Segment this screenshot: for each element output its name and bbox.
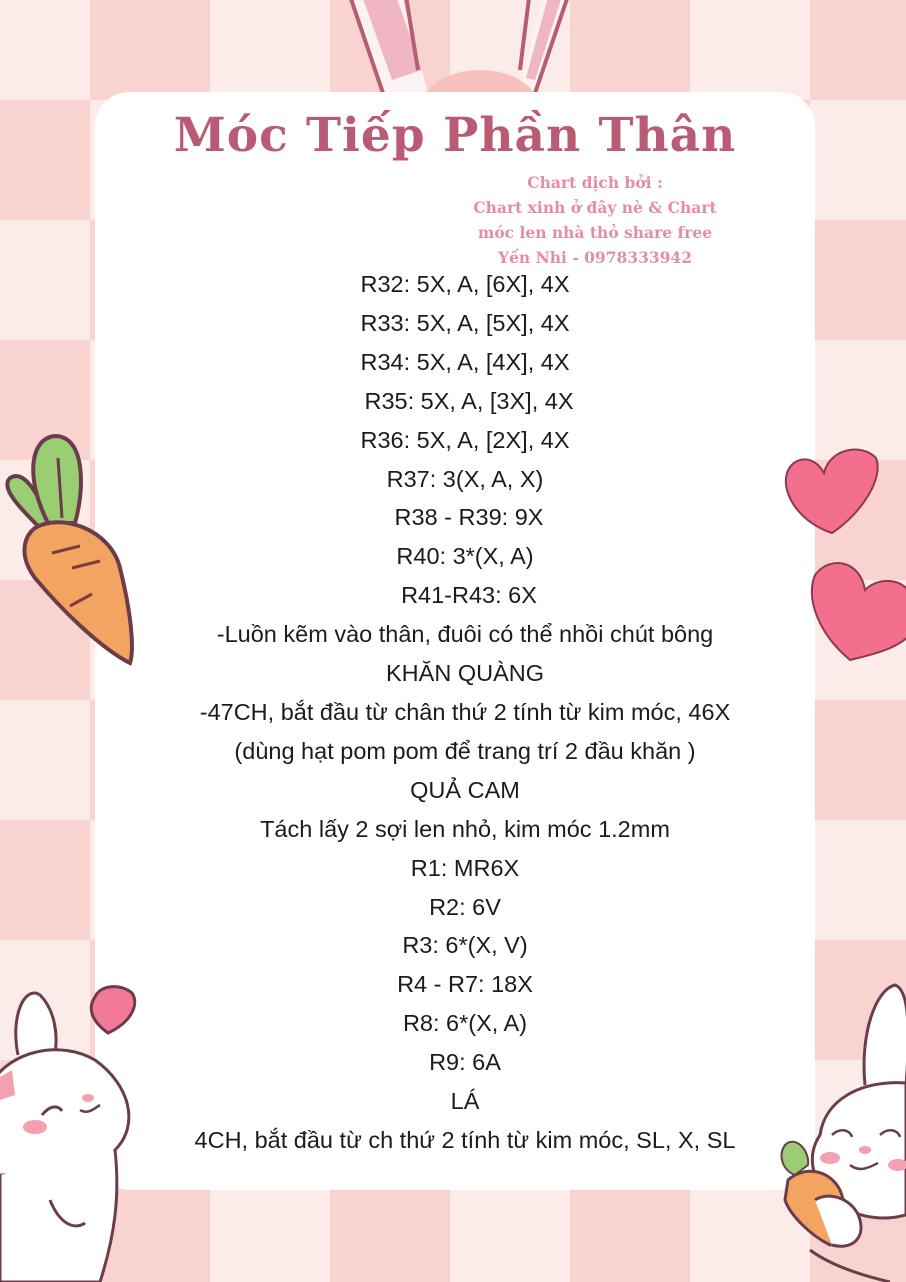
credit-line: Yến Nhi - 0978333942 (498, 248, 692, 267)
instruction-line: 4CH, bắt đầu từ ch thứ 2 tính từ kim móc, SL, X, SL (194, 1126, 736, 1153)
page-title: Móc Tiếp Phần Thân (173, 108, 737, 163)
credits (430, 170, 760, 270)
heart-icon (805, 555, 906, 665)
instruction-line: R9: 6A (429, 1049, 501, 1076)
credit-line: Chart xinh ở đây nè & Chart (473, 198, 717, 217)
instruction-line: R4 - R7: 18X (397, 971, 533, 998)
bunny-with-carrot-icon (770, 975, 906, 1282)
instruction-line: -47CH, bắt đầu từ chân thứ 2 tính từ kim móc, 46X (199, 698, 731, 725)
section-heading-orange: QUẢ CAM (410, 776, 520, 803)
instruction-line: R33: 5X, A, [5X], 4X (360, 309, 570, 336)
instructions (95, 265, 835, 1160)
instruction-line: R41-R43: 6X (401, 582, 537, 609)
instruction-line: R40: 3*(X, A) (396, 543, 534, 570)
instruction-line: R35: 5X, A, [3X], 4X (364, 387, 574, 414)
instruction-line: R8: 6*(X, A) (402, 1010, 528, 1037)
credit-line: móc len nhà thỏ share free (477, 223, 713, 242)
instruction-line: R2: 6V (429, 893, 501, 920)
instruction-line: R34: 5X, A, [4X], 4X (360, 348, 570, 375)
instruction-line: (dùng hạt pom pom để trang trí 2 đầu khăn ) (234, 737, 696, 764)
heart-icon (782, 443, 882, 538)
instruction-line: -Luồn kẽm vào thân, đuôi có thể nhồi chút bông (216, 621, 714, 648)
bunny-with-heart-icon (0, 975, 150, 1282)
instruction-line: R37: 3(X, A, X) (386, 465, 544, 492)
carrot-icon (0, 428, 140, 668)
instruction-line: R32: 5X, A, [6X], 4X (360, 271, 570, 297)
section-heading-scarf: KHĂN QUÀNG (386, 660, 544, 687)
section-heading-leaf: LÁ (450, 1088, 480, 1115)
instruction-line: Tách lấy 2 sợi len nhỏ, kim móc 1.2mm (260, 815, 670, 842)
credit-line: Chart dịch bởi : (527, 173, 663, 192)
instruction-line: R36: 5X, A, [2X], 4X (360, 426, 570, 453)
instruction-line: R3: 6*(X, V) (402, 932, 528, 959)
instruction-line: R1: MR6X (410, 854, 520, 881)
instruction-line: R38 - R39: 9X (394, 504, 544, 531)
